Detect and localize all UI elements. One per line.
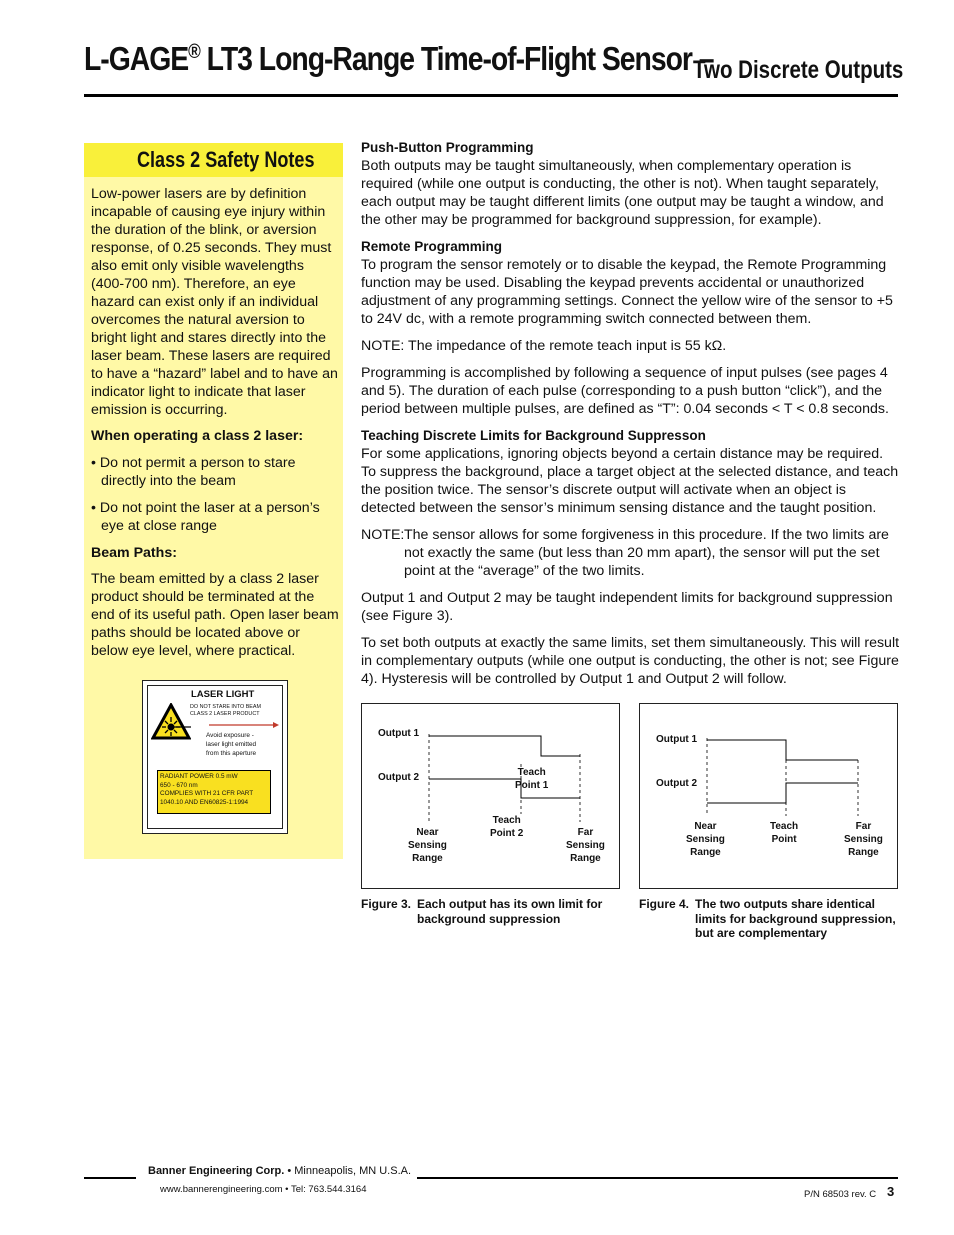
part-number: P/N 68503 rev. C bbox=[804, 1189, 877, 1200]
safety-notes-title: Class 2 Safety Notes bbox=[137, 147, 315, 172]
fig3-far-label bbox=[566, 826, 605, 865]
label-line: Point 1 bbox=[515, 780, 549, 791]
label-line: Range bbox=[412, 853, 443, 864]
figure-4-box bbox=[639, 703, 898, 889]
beam-paths-heading: Beam Paths: bbox=[91, 545, 177, 561]
figure-4-diagram bbox=[640, 704, 897, 888]
fig4-teach-label bbox=[770, 820, 798, 846]
title-main bbox=[84, 40, 714, 78]
label-line: Near bbox=[416, 827, 439, 838]
bullet-text: • Do not permit a person to stare directly into the beam bbox=[91, 455, 296, 489]
figure-3-box bbox=[361, 703, 620, 889]
fig4-near-label bbox=[686, 820, 725, 859]
label-heading: LASER LIGHT bbox=[191, 689, 255, 700]
note-impedance: NOTE: The impedance of the remote teach input is 55 kΩ. bbox=[361, 338, 727, 354]
operating-heading: When operating a class 2 laser: bbox=[91, 428, 304, 444]
label-line2: CLASS 2 LASER PRODUCT bbox=[190, 711, 260, 717]
label-line: Teach bbox=[517, 767, 546, 778]
safety-intro bbox=[91, 185, 339, 419]
fig3-output2-label: Output 2 bbox=[378, 772, 420, 783]
footer-contact: www.bannerengineering.com • Tel: 763.544.3164 bbox=[160, 1184, 367, 1195]
teach-text: For some applications, ignoring objects beyond a certain distance may be required. To suppress the background, place a target object at the selected distance, and teach the position twice. The sensor’s discrete output will activate when an object is detected between the sensor’s minimum sensing distance and the taught position. bbox=[361, 446, 899, 516]
safety-intro-text: Low-power lasers are by definition incapable of causing eye injury within the duration of the blink, or aversion response, of 0.25 seconds. They must also emit only visible wavelengths (400-700 nm). Therefore, an eye hazard can exist only if an individual overcomes the natural aversion to bright light and stares directly into the laser beam. These lasers are required to have a “hazard” label and to have an indicator light to indicate that laser emission is occurring. bbox=[91, 186, 338, 418]
fig3-teach2-label bbox=[490, 814, 523, 840]
laser-hazard-icon bbox=[151, 703, 191, 741]
radiant-line: 1040.10 AND EN60825-1:1994 bbox=[160, 798, 249, 806]
label-line: Range bbox=[570, 853, 601, 864]
beam-paths-text: The beam emitted by a class 2 laser product should be terminated at the end of its useful path. Open laser beam paths should be located above or below eye level, where practical. bbox=[91, 571, 339, 659]
pulse-text: Programming is accomplished by following a sequence of input pulses (see pages 4 and 5). The duration of each pulse (corresponding to a push button “click”), and the period between multiple pulses, are defined as “T”: 0.04 seconds < T < 0.8 seconds. bbox=[361, 365, 889, 417]
bullet-item bbox=[91, 499, 339, 535]
label-inner bbox=[147, 685, 283, 829]
figure-4-caption bbox=[639, 897, 901, 941]
fig3-output1-label: Output 1 bbox=[378, 728, 420, 739]
teach-heading: Teaching Discrete Limits for Background Suppresson bbox=[361, 428, 706, 443]
radiant-line: 650 - 670 nm bbox=[160, 781, 198, 789]
company-name: Banner Engineering Corp. bbox=[148, 1165, 285, 1177]
fig3-teach1-label bbox=[515, 766, 548, 792]
bullet-item bbox=[91, 454, 339, 490]
label-avoid bbox=[206, 731, 256, 758]
caption-number: Figure 3. bbox=[361, 897, 412, 911]
caption-text: Each output has its own limit for background suppression bbox=[417, 897, 603, 926]
label-line: Teach bbox=[492, 815, 521, 826]
note-prefix: NOTE: bbox=[361, 527, 405, 543]
label-line: Teach bbox=[770, 821, 799, 832]
note-forgiveness-text: The sensor allows for some forgiveness in this procedure. If the two limits are not exactly the same (but less than 20 mm apart), the sensor will put the set point at the “average” of the two limits. bbox=[404, 527, 889, 579]
label-line: Near bbox=[694, 821, 717, 832]
laser-warning-label bbox=[142, 680, 288, 834]
label-line: Sensing bbox=[844, 834, 883, 845]
same-limits-text: To set both outputs at exactly the same limits, set them simultaneously. This will result in complementary outputs (while one output is conducting, the other is not; see Figure 4). Hysteresis will be controlled by Output 1 and Output 2 will follow. bbox=[361, 635, 900, 687]
label-line: Far bbox=[855, 821, 872, 832]
bullet-text: • Do not point the laser at a person’s eye at close range bbox=[91, 500, 320, 534]
remote-text: To program the sensor remotely or to disable the keypad, the Remote Programming function may be used. Disabling the keypad prevents accidental or unauthorized adjustment of any programming settings. Connect the yellow wire of the sensor to +5 to 24V dc, with a remote programming switch connected between them. bbox=[361, 257, 893, 327]
caption-text: The two outputs share identical limits for background suppression, but are complementary bbox=[695, 897, 896, 940]
note-forgiveness bbox=[361, 526, 901, 580]
footer-rule bbox=[84, 1177, 136, 1179]
page-number: 3 bbox=[887, 1184, 895, 1199]
label-line: Range bbox=[848, 847, 879, 858]
label-line: Sensing bbox=[408, 840, 447, 851]
label-line: Range bbox=[690, 847, 721, 858]
label-line: Sensing bbox=[686, 834, 725, 845]
company-location: • Minneapolis, MN U.S.A. bbox=[284, 1165, 412, 1177]
avoid-line: from this aperture bbox=[206, 750, 257, 757]
title-rule bbox=[84, 94, 898, 97]
output-text: Output 1 and Output 2 may be taught independent limits for background suppression (see Figure 3). bbox=[361, 590, 893, 624]
push-button-text: Both outputs may be taught simultaneously, when complementary operation is required (while one output is conducting, the other is not). When taught separately, each output may be taught different limits (one output may be taught a window, and the other may be programmed for background suppression, for example). bbox=[361, 158, 884, 228]
footer-company bbox=[148, 1165, 411, 1177]
fig4-far-label bbox=[844, 820, 883, 859]
arrow-icon bbox=[209, 721, 279, 729]
footer-rule bbox=[417, 1177, 898, 1179]
avoid-line: laser light emitted bbox=[206, 741, 257, 748]
label-line1: DO NOT STARE INTO BEAM bbox=[190, 704, 261, 710]
caption-number: Figure 4. bbox=[639, 897, 690, 911]
title-rest: LT3 Long-Range Time-of-Flight Sensor – bbox=[199, 40, 714, 77]
fig4-output2-label: Output 2 bbox=[656, 778, 698, 789]
label-line: Sensing bbox=[566, 840, 605, 851]
figure-3-caption bbox=[361, 897, 621, 926]
fig3-near-label bbox=[408, 826, 447, 865]
label-line: Point bbox=[771, 834, 797, 845]
fig4-output1-label: Output 1 bbox=[656, 734, 698, 745]
push-button-heading: Push-Button Programming bbox=[361, 140, 534, 155]
label-line: Far bbox=[577, 827, 594, 838]
remote-heading: Remote Programming bbox=[361, 239, 503, 254]
avoid-line: Avoid exposure - bbox=[206, 732, 254, 739]
label-line: Point 2 bbox=[490, 828, 524, 839]
radiant-line: COMPLIES WITH 21 CFR PART bbox=[160, 790, 254, 798]
registered-mark: ® bbox=[188, 41, 200, 63]
label-radiant-box bbox=[157, 770, 271, 814]
page-subtitle: Two Discrete Outputs bbox=[693, 56, 904, 84]
title-product: L-GAGE bbox=[84, 40, 189, 77]
radiant-line: RADIANT POWER 0.5 mW bbox=[160, 773, 238, 780]
